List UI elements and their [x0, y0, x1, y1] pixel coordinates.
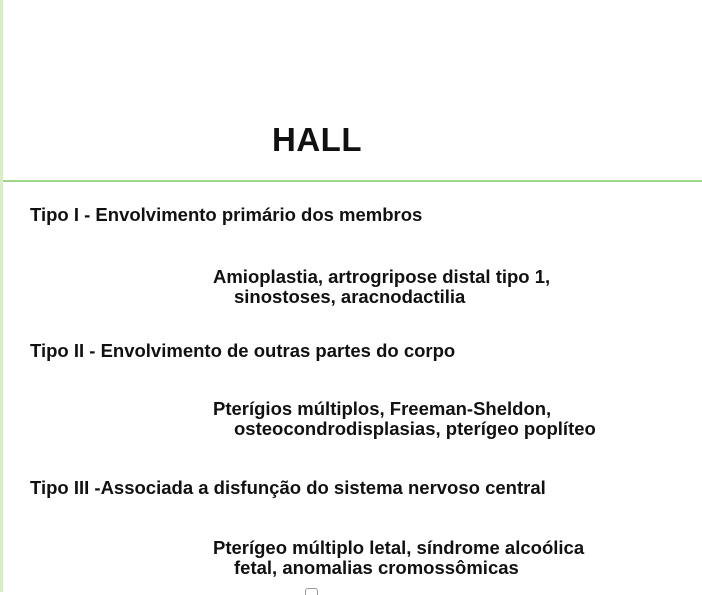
- examples-line-1: Pterígeo múltiplo letal, síndrome alcoólica: [213, 537, 585, 558]
- section-examples-tipo-2: [213, 399, 596, 439]
- slide-title: HALL: [272, 121, 362, 158]
- examples-line-2: sinostoses, aracnodactilia: [234, 286, 466, 307]
- section-examples-tipo-1: [213, 267, 550, 307]
- section-examples-tipo-3: [213, 538, 584, 578]
- slide-left-border: [0, 0, 3, 592]
- examples-line-1: Pterígios múltiplos, Freeman-Sheldon,: [213, 398, 552, 419]
- examples-line-1: Amioplastia, artrogripose distal tipo 1,: [213, 266, 551, 287]
- examples-line-2: fetal, anomalias cromossômicas: [234, 557, 519, 578]
- section-heading-tipo-1: Tipo I - Envolvimento primário dos membros: [30, 204, 423, 225]
- section-heading-tipo-2: Tipo II - Envolvimento de outras partes do corpo: [30, 340, 456, 361]
- examples-line-2: osteocondrodisplasias, pterígeo poplíteo: [234, 418, 596, 439]
- title-divider: [3, 180, 702, 182]
- section-heading-tipo-3: Tipo III -Associada a disfunção do sistema nervoso central: [30, 477, 546, 498]
